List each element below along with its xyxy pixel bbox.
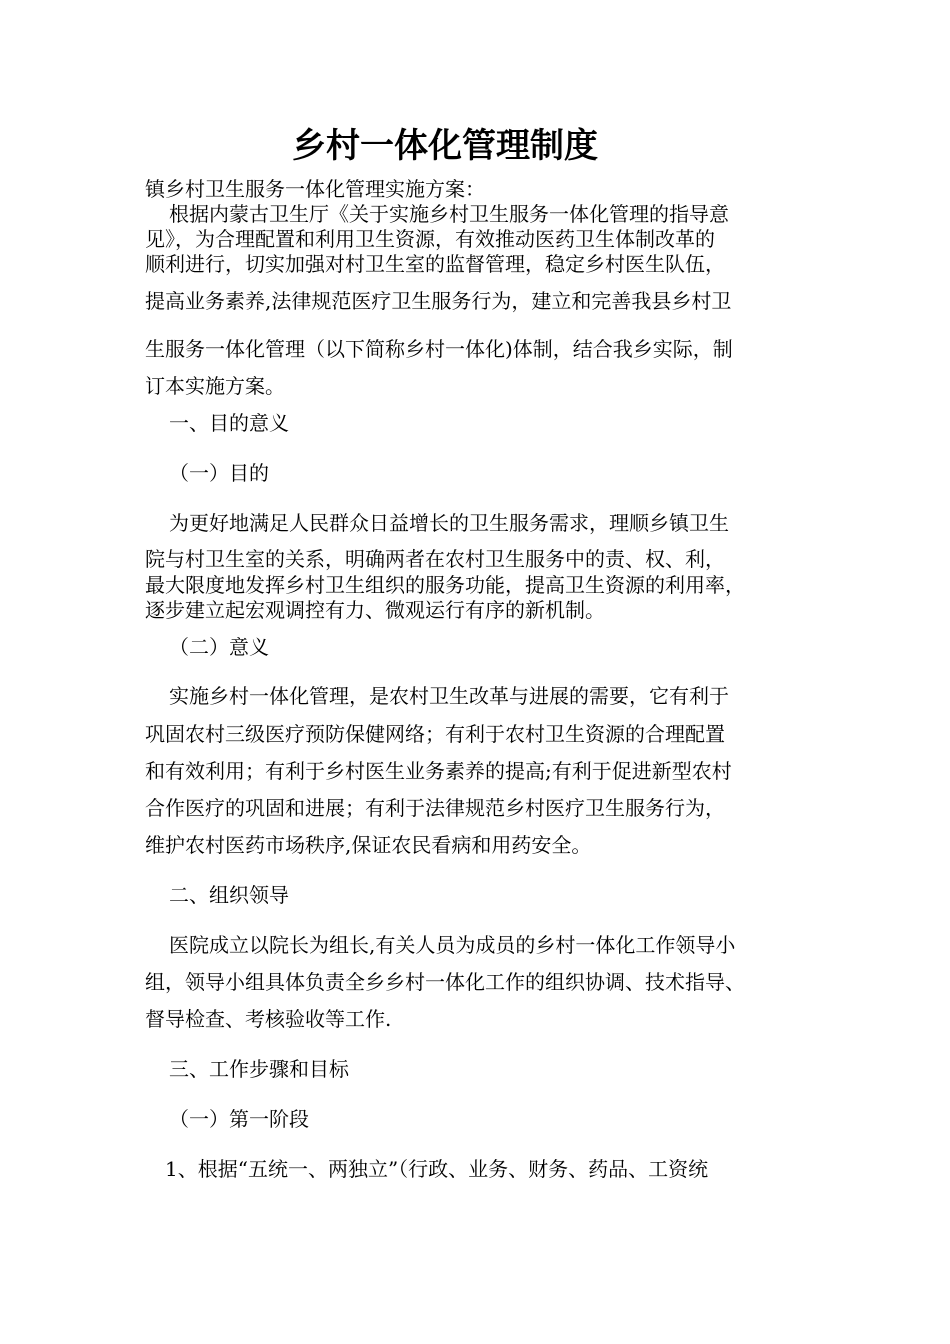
text-line-7: 订本实施方案。 [145,374,285,398]
subsection-heading-1-1: （一）目的 [169,461,269,485]
text-line-19: 督导检查、考核验收等工作. [145,1007,392,1031]
text-line-15: 合作医疗的巩固和进展；有利于法律规范乡村医疗卫生服务行为， [145,796,725,820]
text-line-9: 院与村卫生室的关系，明确两者在农村卫生服务中的责、权、利， [145,547,725,571]
text-line-6: 生服务一体化管理（以下简称乡村一体化)体制，结合我乡实际，制 [145,337,733,361]
text-line-12: 实施乡村一体化管理，是农村卫生改革与进展的需要，它有利于 [169,684,729,708]
text-line-17: 医院成立以院长为组长,有关人员为成员的乡村一体化工作领导小 [169,933,736,957]
text-line-10: 最大限度地发挥乡村卫生组织的服务功能，提高卫生资源的利用率， [145,573,745,597]
text-line-16: 维护农村医药市场秩序,保证农民看病和用药安全。 [145,833,592,857]
list-item-1: 1、根据“五统一、两独立”（行政、业务、财务、药品、工资统 [165,1157,709,1181]
text-line-18: 组，领导小组具体负责全乡乡村一体化工作的组织协调、技术指导、 [145,970,745,994]
text-line-4: 顺利进行，切实加强对村卫生室的监督管理，稳定乡村医生队伍， [145,252,725,276]
subsection-heading-3-1: （一）第一阶段 [169,1107,309,1131]
text-line-2: 根据内蒙古卫生厅《关于实施乡村卫生服务一体化管理的指导意 [169,202,729,226]
text-line-11: 逐步建立起宏观调控有力、微观运行有序的新机制。 [145,598,605,622]
text-line-14: 和有效利用；有利于乡村医生业务素养的提高;有利于促进新型农村 [145,759,732,783]
document-title: 乡村一体化管理制度 [292,126,598,166]
subsection-heading-1-2: （二）意义 [169,635,269,659]
section-heading-2: 二、组织领导 [169,883,289,907]
text-line-8: 为更好地满足人民群众日益增长的卫生服务需求，理顺乡镇卫生 [169,511,729,535]
text-line-13: 巩固农村三级医疗预防保健网络；有利于农村卫生资源的合理配置 [145,722,725,746]
section-heading-3: 三、工作步骤和目标 [169,1057,349,1081]
text-line-1: 镇乡村卫生服务一体化管理实施方案： [145,177,485,201]
text-line-3: 见》，为合理配置和利用卫生资源，有效推动医药卫生体制改革的 [145,227,715,251]
text-line-5: 提高业务素养,法律规范医疗卫生服务行为，建立和完善我县乡村卫 [145,289,732,313]
section-heading-1: 一、目的意义 [169,411,289,435]
